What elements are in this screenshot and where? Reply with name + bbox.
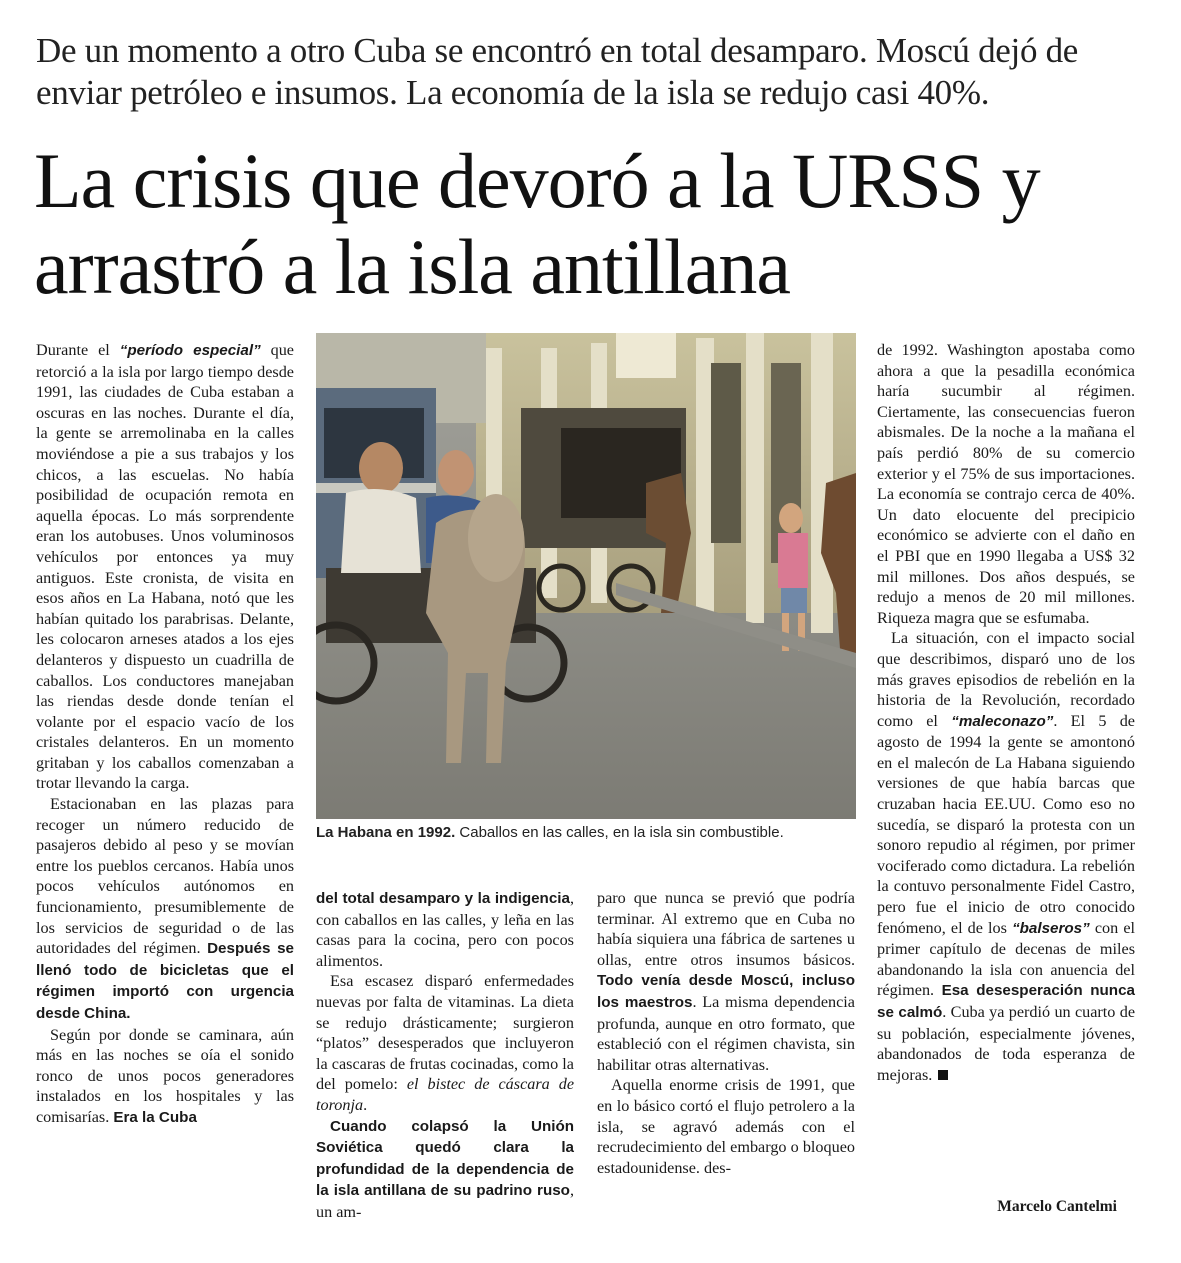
text-run: , con caballos en las calles, y leña en las casas para la cocina, pero con pocos alimentos. bbox=[316, 889, 574, 970]
paragraph bbox=[597, 1075, 855, 1178]
caption-text: Caballos en las calles, en la isla sin combustible. bbox=[455, 824, 784, 841]
text-run: , un am- bbox=[316, 1181, 574, 1221]
text-run: Esa escasez disparó enfermedades nuevas por falta de vitaminas. La dieta se redujo drásticamente; surgieron “platos” desesperados que incluyeron la cascaras de frutas cocinadas, como la del pomelo: bbox=[316, 972, 574, 1094]
bold-text: Esa desesperación nunca se calmó bbox=[877, 982, 1135, 1021]
article-photo bbox=[316, 333, 856, 819]
paragraph bbox=[877, 628, 1135, 1085]
havana-street-photo bbox=[316, 333, 856, 819]
end-of-article-mark bbox=[938, 1070, 948, 1080]
text-run: . La misma dependencia profunda, aunque en otro formato, que estableció con el régimen chavista, sin habilitar otras alternativas. bbox=[597, 992, 855, 1074]
paragraph bbox=[316, 971, 574, 1115]
emphasis-text: “maleconazo” bbox=[951, 712, 1054, 730]
article-headline: La crisis que devoró a la URSS y arrastró a la isla antillana bbox=[34, 137, 1040, 310]
bold-text: Después se llenó todo de bicicletas que el régimen importó con urgencia desde China. bbox=[36, 940, 295, 1022]
text-run: paro que nunca se previó que podría terminar. Al extremo que en Cuba no había siquiera una fábrica de sartenes u ollas, entre otros insumos básicos. bbox=[597, 889, 855, 969]
article-column-1 bbox=[36, 340, 294, 1129]
text-run: . Cuba ya perdió un cuarto de su población, especialmente jóvenes, abandonados de toda esperanza de mejoras. bbox=[877, 1003, 1135, 1084]
text-run: Según por donde se caminara, aún más en las noches se oía el sonido ronco de unos pocos generadores instalados en los hospitales y las comisarías. bbox=[36, 1025, 294, 1126]
text-run: Aquella enorme crisis de 1991, que en lo básico cortó el flujo petrolero a la isla, se agravó además con el recrudecimiento del embargo o bloqueo estadounidense. des- bbox=[597, 1076, 855, 1177]
paragraph bbox=[316, 1116, 574, 1223]
emphasis-text: “balseros” bbox=[1012, 919, 1090, 937]
bold-text: Era la Cuba bbox=[113, 1108, 197, 1126]
bold-text: Todo venía desde Moscú, incluso los maestros bbox=[597, 972, 855, 1011]
article-kicker: De un momento a otro Cuba se encontró en total desamparo. Moscú dejó de enviar petróleo e insumos. La economía de la isla se redujo casi 40%. bbox=[36, 31, 1079, 112]
paragraph bbox=[877, 340, 1135, 628]
photo-caption bbox=[316, 823, 856, 843]
text-run: de 1992. Washington apostaba como ahora a que la pesadilla económica haría sucumbir al régimen. Ciertamente, las consecuencias fueron abismales. De la noche a la mañana el país perdió 80% de su comercio exterior y el 75% de sus importaciones. La economía se contrajo cerca de 40%. Un dato elocuente del precipicio económico se advierte con el daño en el PBI que en 1990 llegaba a US$ 32 mil millones. Dos años después, se redujo a menos de 20 mil millones. Riqueza magra que se esfumaba. bbox=[877, 341, 1135, 627]
text-run: con el primer capítulo de decenas de miles abandonando la isla con anuencia del régimen. bbox=[877, 918, 1136, 1000]
article-column-3 bbox=[597, 888, 855, 1178]
caption-lead: La Habana en 1992. bbox=[316, 824, 456, 841]
paragraph bbox=[36, 1025, 294, 1129]
article-column-2 bbox=[316, 888, 574, 1223]
paragraph bbox=[36, 794, 294, 1025]
text-run: . bbox=[363, 1095, 368, 1114]
paragraph bbox=[316, 888, 574, 971]
emphasis-text: “período especial” bbox=[119, 342, 261, 359]
italic-text: el bistec de cáscara de toronja bbox=[316, 1075, 575, 1114]
paragraph bbox=[597, 888, 855, 1075]
text-run: La situación, con el impacto social que describimos, disparó uno de los más graves episodios de rebelión en la historia de la Revolución, recordado como el bbox=[877, 629, 1135, 730]
text-run: Estacionaban en las plazas para recoger un número reducido de pasajeros debido al peso y se movían entre los pueblos cercanos. Había unos pocos vehículos autónomos en funcionamiento, presumiblemente de los servicios de seguridad o de las autoridades del régimen. bbox=[36, 795, 294, 958]
text-run: Durante el bbox=[36, 341, 120, 359]
text-run: . El 5 de agosto de 1994 la gente se amontonó en el malecón de La Habana siguiendo versiones de que había barcas que cruzaban hacia EE.UU. Como eso no sucedía, se disparó la protesta con un sonoro repudio al régimen, por primer vociferado como dictadura. La rebelión la contuvo personalmente Fidel Castro, pero fue el inicio de otro conocido fenómeno, el de los bbox=[877, 711, 1135, 937]
paragraph bbox=[36, 340, 294, 794]
author-byline: Marcelo Cantelmi bbox=[997, 1198, 1117, 1215]
article-column-4 bbox=[877, 340, 1135, 1085]
bold-text: del total desamparo y la indigencia bbox=[316, 890, 570, 907]
text-run: que retorció a la isla por largo tiempo desde 1991, las ciudades de Cuba estaban a oscuras en las noches. Durante el día, la gente se arremolinaba en la calles moviéndose a pie a sus trabajos y los chicos, a las escuelas. No había posibilidad de ocupación remota en aquella épocas. Lo más sorprendente eran los autobuses. Unos voluminosos vehículos por entonces ya muy antiguos. Este cronista, de visita en esos años en La Habana, notó que les habían quitado los parabrisas. Delante, les colocaron arneses atados a los ejes delanteros y dispuesto un cuadrilla de caballos. Los conductores manejaban las riendas desde donde tenían el volante por el espacio vacío de los cristales delanteros. En un momento gritaban y los caballos comenzaban a trotar llevando la carga. bbox=[36, 341, 294, 793]
bold-text: Cuando colapsó la Unión Soviética quedó clara la profundidad de la dependencia de la isla antillana de su padrino ruso bbox=[316, 1117, 574, 1200]
